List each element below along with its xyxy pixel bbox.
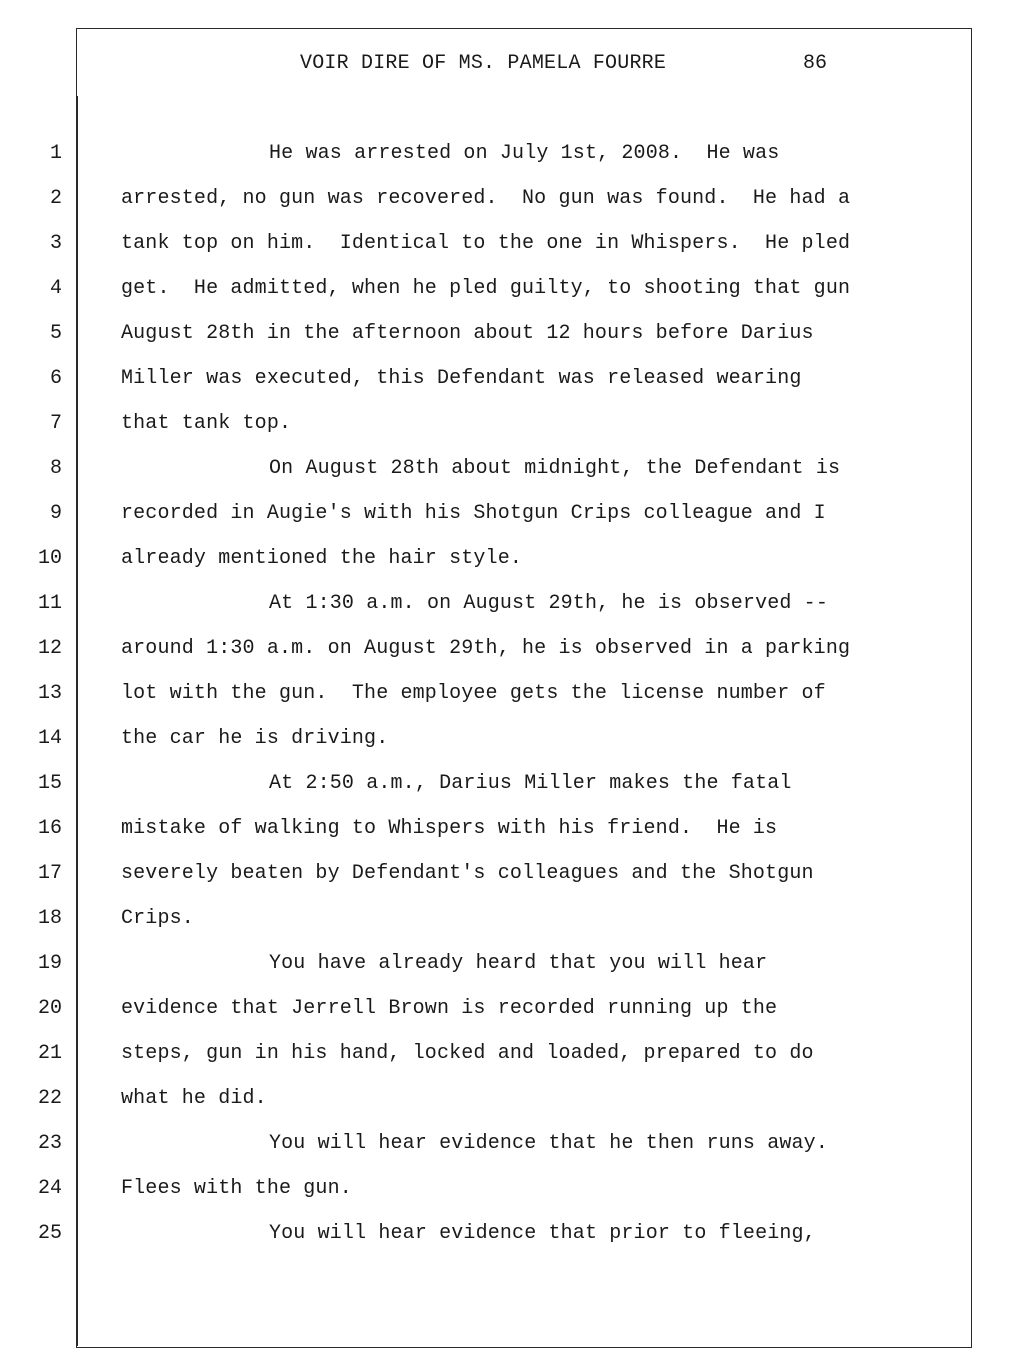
transcript-line: August 28th in the afternoon about 12 hours before Darius — [121, 322, 814, 345]
transcript-line: At 1:30 a.m. on August 29th, he is observed -- — [269, 592, 828, 615]
transcript-line: lot with the gun. The employee gets the license number of — [121, 682, 826, 705]
line-number: 15 — [37, 772, 62, 795]
line-number: 8 — [49, 457, 62, 480]
line-number: 23 — [37, 1132, 62, 1155]
line-number: 19 — [37, 952, 62, 975]
page-number: 86 — [803, 52, 828, 75]
transcript-line: He was arrested on July 1st, 2008. He was — [269, 142, 780, 165]
transcript-line: arrested, no gun was recovered. No gun was found. He had a — [121, 187, 851, 210]
transcript-line: that tank top. — [121, 412, 292, 435]
line-number: 12 — [37, 637, 62, 660]
transcript-line: around 1:30 a.m. on August 29th, he is observed in a parking — [121, 637, 851, 660]
transcript-line: You have already heard that you will hear — [269, 952, 768, 975]
transcript-line: severely beaten by Defendant's colleagues and the Shotgun — [121, 862, 814, 885]
line-number: 21 — [37, 1042, 62, 1065]
transcript-line: mistake of walking to Whispers with his friend. He is — [121, 817, 778, 840]
line-number: 14 — [37, 727, 62, 750]
line-number: 24 — [37, 1177, 62, 1200]
line-number: 16 — [37, 817, 62, 840]
line-number: 18 — [37, 907, 62, 930]
transcript-line: already mentioned the hair style. — [121, 547, 523, 570]
transcript-line: the car he is driving. — [121, 727, 389, 750]
line-number: 13 — [37, 682, 62, 705]
line-number: 11 — [37, 592, 62, 615]
page-title: VOIR DIRE OF MS. PAMELA FOURRE — [300, 52, 667, 75]
line-number: 9 — [49, 502, 62, 525]
transcript-line: Crips. — [121, 907, 194, 930]
line-number: 22 — [37, 1087, 62, 1110]
transcript-line: steps, gun in his hand, locked and loaded, prepared to do — [121, 1042, 814, 1065]
line-number-margin-rule — [77, 96, 78, 1346]
line-number: 10 — [37, 547, 62, 570]
line-number: 7 — [49, 412, 62, 435]
transcript-line: recorded in Augie's with his Shotgun Crips colleague and I — [121, 502, 826, 525]
line-number: 6 — [49, 367, 62, 390]
transcript-line: At 2:50 a.m., Darius Miller makes the fatal — [269, 772, 792, 795]
transcript-line: On August 28th about midnight, the Defendant is — [269, 457, 841, 480]
transcript-line: tank top on him. Identical to the one in Whispers. He pled — [121, 232, 851, 255]
transcript-line: Miller was executed, this Defendant was released wearing — [121, 367, 802, 390]
transcript-line: You will hear evidence that he then runs away. — [269, 1132, 828, 1155]
line-number: 3 — [49, 232, 62, 255]
transcript-line: what he did. — [121, 1087, 267, 1110]
line-number: 4 — [49, 277, 62, 300]
line-number: 25 — [37, 1222, 62, 1245]
line-number: 17 — [37, 862, 62, 885]
line-number: 2 — [49, 187, 62, 210]
transcript-line: Flees with the gun. — [121, 1177, 352, 1200]
transcript-line: get. He admitted, when he pled guilty, to shooting that gun — [121, 277, 851, 300]
line-number: 1 — [49, 142, 62, 165]
line-number: 20 — [37, 997, 62, 1020]
line-number: 5 — [49, 322, 62, 345]
transcript-line: evidence that Jerrell Brown is recorded running up the — [121, 997, 778, 1020]
transcript-line: You will hear evidence that prior to fleeing, — [269, 1222, 816, 1245]
